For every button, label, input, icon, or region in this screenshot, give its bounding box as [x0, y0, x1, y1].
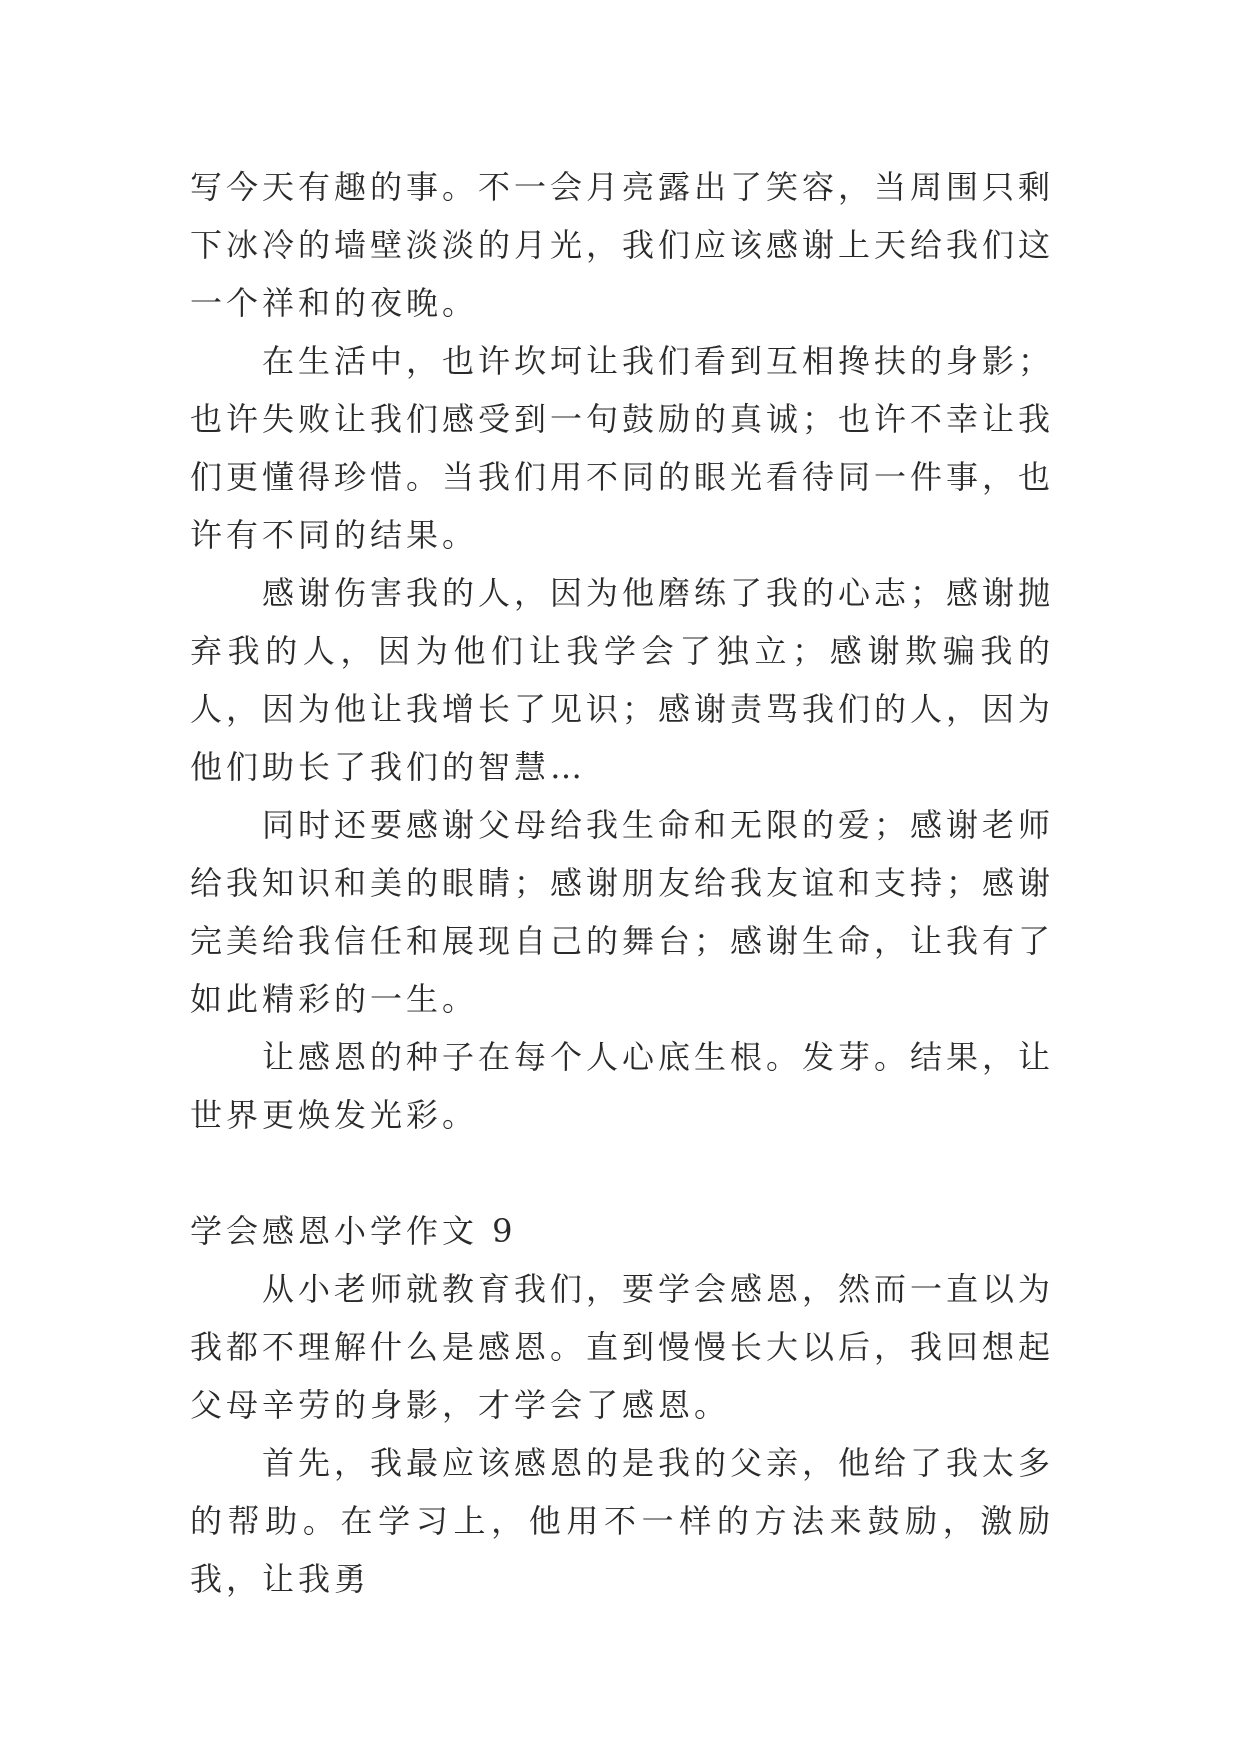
document-body [190, 158, 1054, 1608]
paragraph: 同时还要感谢父母给我生命和无限的爱；感谢老师给我知识和美的眼睛；感谢朋友给我友谊和支持；感谢完美给我信任和展现自己的舞台；感谢生命，让我有了如此精彩的一生。 [190, 806, 1055, 1018]
section-heading: 学会感恩小学作文 9 [190, 1212, 517, 1250]
paragraph: 首先，我最应该感恩的是我的父亲，他给了我太多的帮助。在学习上，他用不一样的方法来鼓励，激励我，让我勇 [190, 1444, 1055, 1598]
paragraph-continuation: 写今天有趣的事。不一会月亮露出了笑容，当周围只剩下冰冷的墙壁淡淡的月光，我们应该感谢上天给我们这一个祥和的夜晚。 [190, 168, 1055, 322]
paragraph: 感谢伤害我的人，因为他磨练了我的心志；感谢抛弃我的人，因为他们让我学会了独立；感谢欺骗我的人，因为他让我增长了见识；感谢责骂我们的人，因为他们助长了我们的智慧… [190, 574, 1055, 786]
paragraph: 从小老师就教育我们，要学会感恩，然而一直以为我都不理解什么是感恩。直到慢慢长大以后，我回想起父母辛劳的身影，才学会了感恩。 [190, 1270, 1055, 1424]
paragraph: 在生活中，也许坎坷让我们看到互相搀扶的身影；也许失败让我们感受到一句鼓励的真诚；也许不幸让我们更懂得珍惜。当我们用不同的眼光看待同一件事，也许有不同的结果。 [190, 342, 1055, 554]
paragraph: 让感恩的种子在每个人心底生根。发芽。结果，让世界更焕发光彩。 [190, 1038, 1055, 1134]
